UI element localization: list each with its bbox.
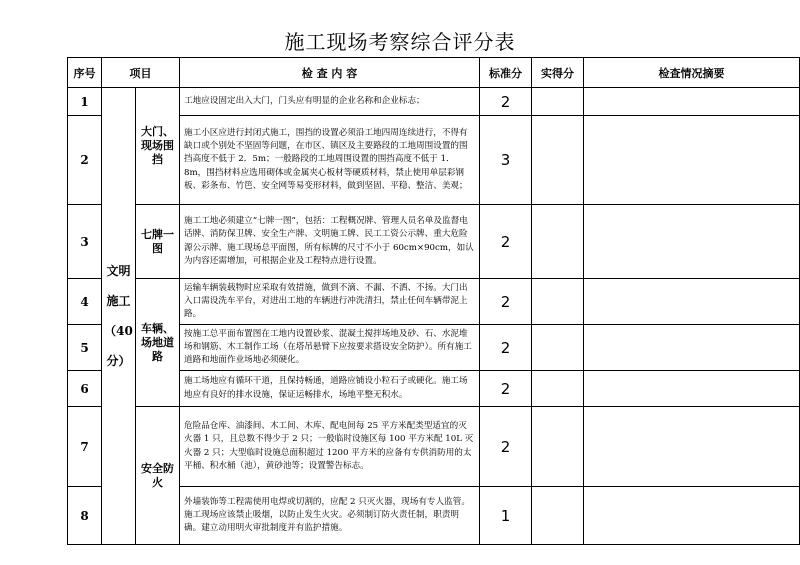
summary-cell[interactable] xyxy=(584,325,800,371)
check-content: 外墙装饰等工程需使用电焊或切割的，应配 2 只灭火器，现场有专人监管。施工现场应该禁止吸烟，以防止发生火灾。必须制订防火责任制，职责明确。建立动用明火审批制度并有监护措施。 xyxy=(180,487,480,545)
table-row xyxy=(68,205,800,279)
summary-cell[interactable] xyxy=(584,279,800,325)
page-title: 施工现场考察综合评分表 xyxy=(284,30,516,54)
summary-cell[interactable] xyxy=(584,371,800,407)
actual-score-cell[interactable] xyxy=(532,88,584,116)
summary-cell[interactable] xyxy=(584,487,800,545)
summary-cell[interactable] xyxy=(584,407,800,487)
header-summary: 检查情况摘要 xyxy=(584,58,800,88)
standard-score: 2 xyxy=(480,205,532,279)
check-content: 施工场地应有循环干道，且保持畅通，道路应铺设小粒石子或硬化。施工场地应有良好的排水设施，保证运畅排水，场地平整无积水。 xyxy=(180,371,480,407)
standard-score: 1 xyxy=(480,487,532,545)
actual-score-cell[interactable] xyxy=(532,371,584,407)
actual-score-cell[interactable] xyxy=(532,279,584,325)
header-row xyxy=(68,58,800,88)
sub-item-fire: 安全防火 xyxy=(136,407,180,545)
header-item: 项目 xyxy=(102,58,180,88)
row-number: 7 xyxy=(68,407,102,487)
standard-score: 2 xyxy=(480,407,532,487)
sub-item-roads: 车辆、场地道路 xyxy=(136,279,180,407)
actual-score-cell[interactable] xyxy=(532,205,584,279)
actual-score-cell[interactable] xyxy=(532,487,584,545)
summary-cell[interactable] xyxy=(584,88,800,116)
row-number: 1 xyxy=(68,88,102,116)
check-content: 工地应设固定出入大门，门头应有明显的企业名称和企业标志； xyxy=(180,88,480,116)
standard-score: 2 xyxy=(480,371,532,407)
row-number: 4 xyxy=(68,279,102,325)
row-number: 2 xyxy=(68,116,102,205)
actual-score-cell[interactable] xyxy=(532,325,584,371)
row-number: 8 xyxy=(68,487,102,545)
check-content: 施工小区应进行封闭式施工，围挡的设置必须沿工地四周连续进行，不得有缺口或个别处不坚固等问题，在市区、镇区及主要路段的工地周围设置的围挡高度不低于 2．5m；一般路段的工地周围设置的围挡高度不低于 1．8m，围挡材料应选用砌体或金属夹心板材等硬质材料，禁止使用单层彩钢板、彩条布、竹笆、安全网等易变形材料，做到坚固、平稳、整洁、美观； xyxy=(180,116,480,205)
header-content: 检 查 内 容 xyxy=(180,58,480,88)
row-number: 3 xyxy=(68,205,102,279)
standard-score: 2 xyxy=(480,279,532,325)
sub-item-gate: 大门、现场围挡 xyxy=(136,88,180,205)
header-seq: 序号 xyxy=(68,58,102,88)
table-row xyxy=(68,407,800,487)
check-content: 运输车辆装载物时应采取有效措施，做到不滴、不漏、不洒、不扬。大门出入口需设洗车平台，对进出工地的车辆进行冲洗清扫，禁止任何车辆带泥上路。 xyxy=(180,279,480,325)
row-number: 5 xyxy=(68,325,102,371)
standard-score: 2 xyxy=(480,88,532,116)
score-table xyxy=(67,57,800,545)
sub-item-signs: 七牌一图 xyxy=(136,205,180,279)
check-content: 按施工总平面布置图在工地内设置砂浆、混凝土搅拌场地及砂、石、水泥堆场和钢筋、木工制作工场（在塔吊悬臂下应按要求搭设安全防护）。所有施工道路和地面作业场地必须硬化。 xyxy=(180,325,480,371)
check-content: 施工工地必须建立“七牌一图”，包括：工程概况牌、管理人员名单及监督电话牌、消防保卫牌、安全生产牌、文明施工牌、民工工资公示牌、重大危险源公示牌、施工现场总平面图，所有标牌的尺寸不小于 60cm×90cm，如认为内容还需增加，可根据企业及工程特点进行设置。 xyxy=(180,205,480,279)
actual-score-cell[interactable] xyxy=(532,407,584,487)
header-standard: 标准分 xyxy=(480,58,532,88)
summary-cell[interactable] xyxy=(584,116,800,205)
actual-score-cell[interactable] xyxy=(532,116,584,205)
table-row xyxy=(68,279,800,325)
summary-cell[interactable] xyxy=(584,205,800,279)
standard-score: 3 xyxy=(480,116,532,205)
row-number: 6 xyxy=(68,371,102,407)
check-content: 危险品仓库、油漆间、木工间、木库、配电间每 25 平方米配类型适宜的灭火器 1 只，且总数不得少于 2 只；一般临时设施区每 100 平方米配 10L 灭火器 2 只；大型临时设施总面积超过 1200 平方米的应备有专供消防用的太平桶、积水桶（池），黄砂池等；设置警告标志。 xyxy=(180,407,480,487)
table-row xyxy=(68,88,800,116)
header-actual: 实得分 xyxy=(532,58,584,88)
standard-score: 2 xyxy=(480,325,532,371)
category-civilized-construction: 文明 施工 （40 分） xyxy=(102,88,136,545)
